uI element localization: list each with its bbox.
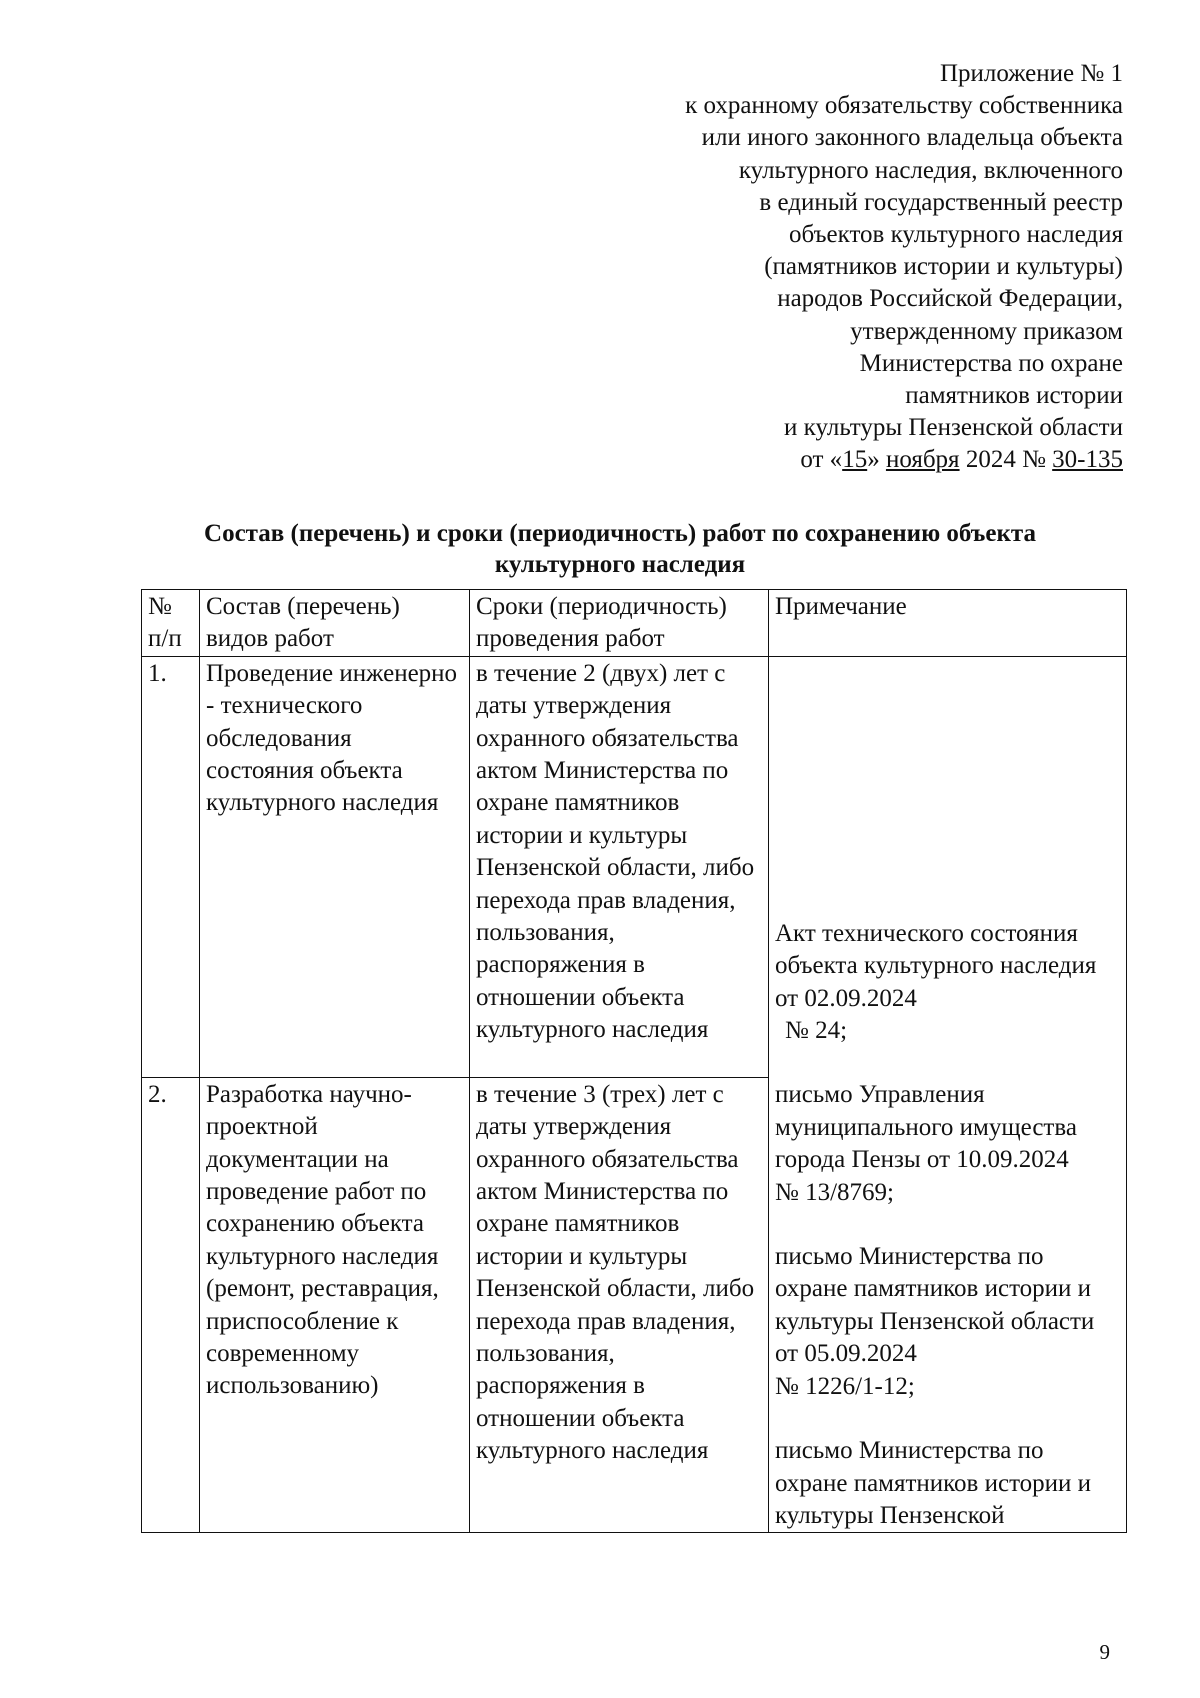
- appendix-line: или иного законного владельца объекта: [701, 124, 1123, 152]
- page-number: 9: [1099, 1640, 1110, 1664]
- row-term: в течение 2 (двух) лет с даты утверждения охранного обязательства актом Министерства по охране памятников истории и культуры Пензенской области, либо перехода прав владения, пользования, распоряжения в отношении объекта культурного наследия: [470, 656, 769, 1077]
- appendix-line: народов Российской Федерации,: [777, 285, 1123, 313]
- note-cell: [769, 656, 1127, 1533]
- table-row: [142, 656, 1127, 1077]
- note-paragraph: письмо Министерства по охране памятников истории и культуры Пензенской области от 05.09.2024: [775, 1243, 1095, 1368]
- appendix-line: Министерства по охране: [859, 349, 1123, 377]
- header-number: № п/п: [142, 590, 200, 657]
- appendix-line: культурного наследия, включенного: [738, 156, 1123, 184]
- appendix-block: [685, 58, 1123, 477]
- row-work: Проведение инженерно - технического обследования состояния объекта культурного наследия: [200, 656, 470, 1077]
- appendix-line: (памятников истории и культуры): [764, 253, 1123, 281]
- header-works: Состав (перечень) видов работ: [200, 590, 470, 657]
- order-number: 30-135: [1052, 446, 1123, 474]
- row-work: Разработка научно-проектной документации на проведение работ по сохранению объекта культурного наследия (ремонт, реставрация, приспособление к современному использованию): [200, 1077, 470, 1532]
- row-term: в течение 3 (трех) лет с даты утверждения охранного обязательства актом Министерства по охране памятников истории и культуры Пензенской области, либо перехода прав владения, пользования, распоряжения в отношении объекта культурного наследия: [470, 1077, 769, 1532]
- works-table: [141, 589, 1127, 1533]
- appendix-line: в единый государственный реестр: [759, 188, 1123, 216]
- date-day: 15: [842, 446, 868, 474]
- appendix-line: Приложение № 1: [939, 60, 1123, 87]
- note-number: № 1226/1-12;: [775, 1372, 915, 1400]
- appendix-date-line: [685, 444, 1123, 476]
- note-paragraph: письмо Министерства по охране памятников истории и культуры Пензенской: [775, 1437, 1092, 1529]
- title-line-2: культурного наследия: [494, 551, 746, 578]
- header-terms: Сроки (периодичность) проведения работ: [470, 590, 769, 657]
- date-year: 2024 №: [959, 446, 1053, 474]
- appendix-line: объектов культурного наследия: [789, 221, 1123, 249]
- appendix-line: и культуры Пензенской области: [784, 414, 1123, 442]
- title-line-1: Состав (перечень) и сроки (периодичность) работ по сохранению объекта: [204, 520, 1036, 547]
- date-prefix: от «: [800, 446, 843, 474]
- date-month: ноября: [885, 446, 960, 474]
- row-number: 2.: [142, 1077, 200, 1532]
- note-paragraph: письмо Управления муниципального имущества города Пензы от 10.09.2024: [775, 1081, 1077, 1174]
- document-title: [130, 518, 1110, 580]
- header-note: Примечание: [769, 590, 1127, 657]
- date-mid: »: [867, 446, 886, 474]
- note-number: № 13/8769;: [775, 1178, 894, 1206]
- table-header-row: [142, 590, 1127, 657]
- row-number: 1.: [142, 656, 200, 1077]
- note-paragraph: Акт технического состояния объекта культурного наследия от 02.09.2024: [775, 919, 1097, 1012]
- note-number: № 24;: [785, 1017, 848, 1045]
- note-spacer: [775, 658, 1122, 918]
- appendix-line: к охранному обязательству собственника: [685, 92, 1123, 120]
- appendix-line: памятников истории: [905, 382, 1123, 410]
- appendix-line: утвержденному приказом: [850, 317, 1123, 345]
